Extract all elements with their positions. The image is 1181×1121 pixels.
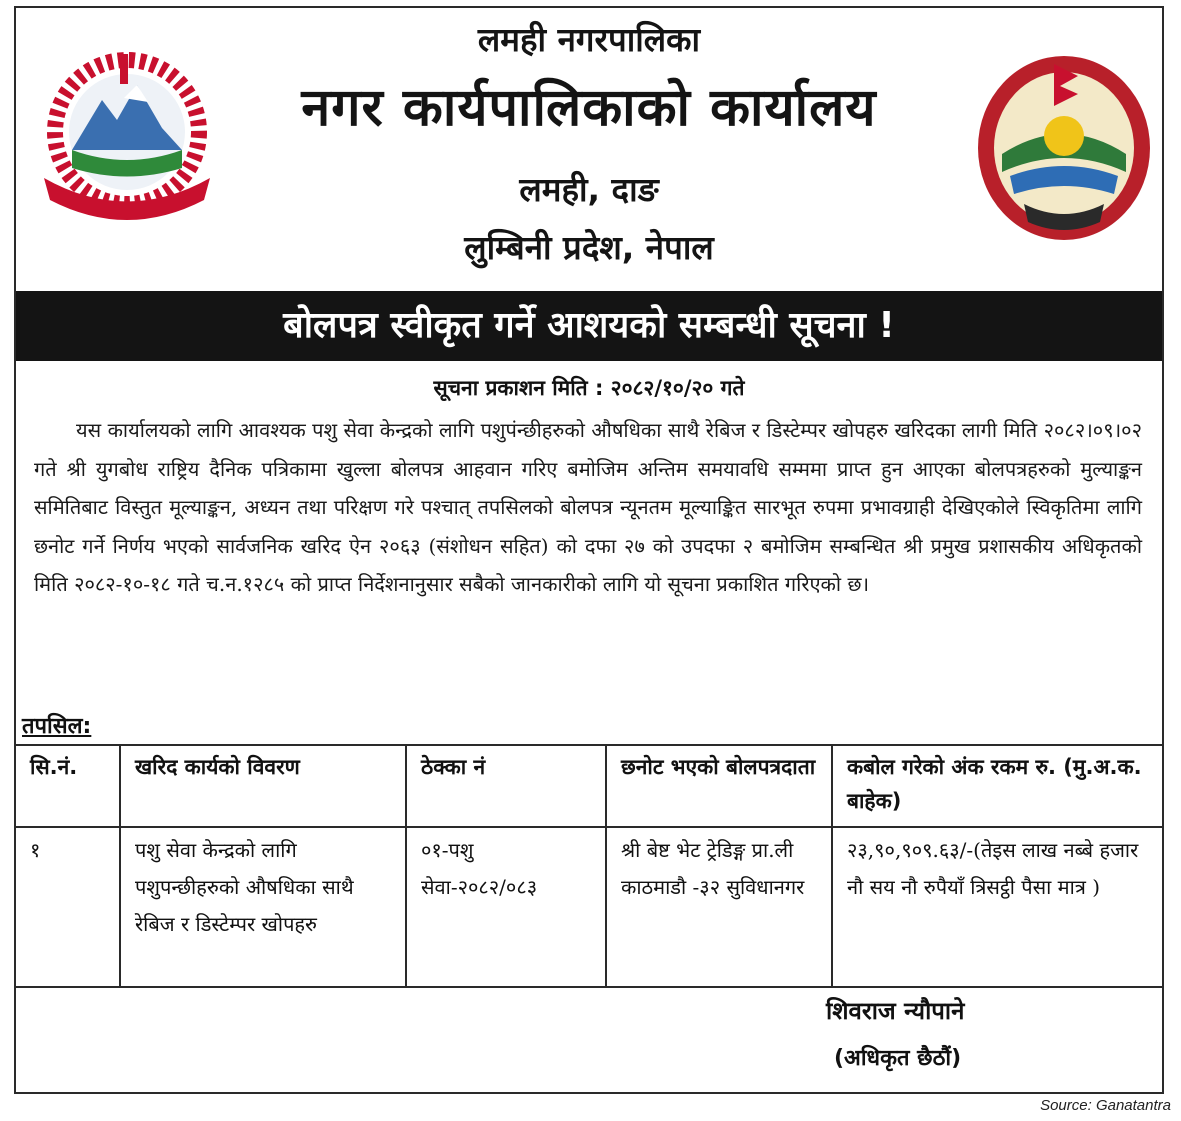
office-province: लुम्बिनी प्रदेश, नेपाल xyxy=(464,228,714,267)
office-location: लमही, दाङ xyxy=(519,170,659,209)
cell-amount: २३,९०,९०९.६३/-(तेइस लाख नब्बे हजार नौ सय नौ रुपैयाँ त्रिसट्ठी पैसा मात्र ) xyxy=(832,827,1162,987)
lamahi-municipality-logo xyxy=(974,44,1154,244)
municipality-name: लमही नगरपालिका xyxy=(477,20,701,59)
header-sn: सि.नं. xyxy=(16,745,120,827)
source-credit: Source: Ganatantra xyxy=(1040,1097,1171,1114)
notice-frame xyxy=(14,6,1164,1094)
notice-title: बोलपत्र स्वीकृत गर्ने आशयको सम्बन्धी सूचना ! xyxy=(16,291,1162,361)
signatory-name: शिवराज न्यौपाने xyxy=(826,997,965,1025)
notice-header xyxy=(16,8,1162,290)
table-header-row xyxy=(16,745,1162,827)
cell-description: पशु सेवा केन्द्रको लागि पशुपन्छीहरुको औषधिका साथै रेबिज र डिस्टेम्पर खोपहरु xyxy=(120,827,406,987)
header-contract-no: ठेक्का नं xyxy=(406,745,606,827)
header-description: खरिद कार्यको विवरण xyxy=(120,745,406,827)
notice-body: यस कार्यालयको लागि आवश्यक पशु सेवा केन्द्रको लागि पशुपंन्छीहरुको औषधिका साथै रेबिज र डिस्टेम्पर खोपहरु खरिदका लागी मिति २०८२।०९।०२ गते श्री युगबोध राष्ट्रिय दैनिक पत्रिकामा खुल्ला बोलपत्र आहवान गरिए बमोजिम अन्तिम समयावधि सम्ममा प्राप्त हुन आएका बोलपत्रहरुको मुल्याङ्कन समितिबाट विस्तुत मूल्याङ्कन, अध्यन तथा परिक्षण गरे पश्चात् तपसिलको बोलपत्र न्यूनतम मूल्याङ्कित सारभूत रुपमा प्रभावग्राही देखिएकोले स्विकृतिमा लागि छनोट गर्ने निर्णय भएको सार्वजनिक खरिद ऐन २०६३ (संशोधन सहित) को दफा २७ को उपदफा २ बमोजिम सम्बन्धित श्री प्रमुख प्रशासकीय अधिकृतको मिति २०८२-१०-१८ गते च.न.१२८५ को प्राप्त निर्देशनानुसार सबैको जानकारीको लागि यो सूचना प्रकाशित गरिएको छ। xyxy=(34,418,1142,596)
bid-table xyxy=(16,744,1162,988)
header-selected-bidder: छनोट भएको बोलपत्रदाता xyxy=(606,745,832,827)
cell-contract-no: ०१-पशु सेवा-२०८२/०८३ xyxy=(406,827,606,987)
header-amount: कबोल गरेको अंक रकम रु. (मु.अ.क. बाहेक) xyxy=(832,745,1162,827)
publication-date: सूचना प्रकाशन मिति : २०८२/१०/२० गते xyxy=(433,376,745,400)
cell-selected-bidder: श्री बेष्ट भेट ट्रेडिङ्ग प्रा.ली काठमाडौ -३२ सुविधानगर xyxy=(606,827,832,987)
table-row xyxy=(16,827,1162,987)
signatory-title: (अधिकृत छैठौं) xyxy=(834,1046,962,1071)
schedule-label: तपसिल: xyxy=(22,714,92,739)
office-name: नगर कार्यपालिकाको कार्यालय xyxy=(301,78,877,138)
cell-sn: १ xyxy=(16,827,120,987)
